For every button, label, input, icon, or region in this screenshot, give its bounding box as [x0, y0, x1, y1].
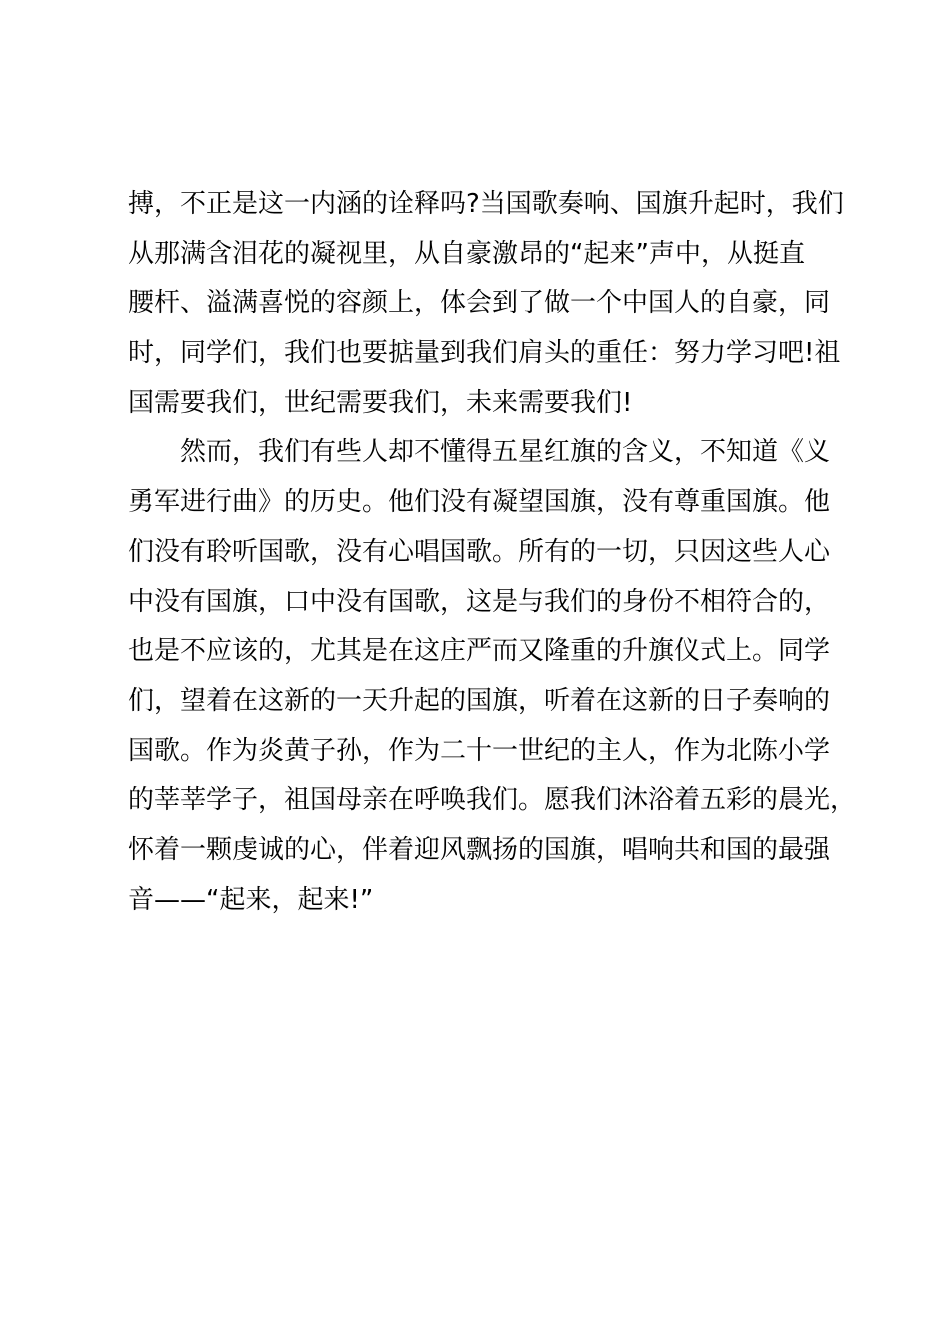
text-line: 腰杆、溢满喜悦的容颜上，体会到了做一个中国人的自豪，同: [128, 288, 831, 319]
text-line: 中没有国旗，口中没有国歌，这是与我们的身份不相符合的，: [128, 586, 831, 617]
paragraph-first-line: 然而，我们有些人却不懂得五星红旗的含义，不知道《义: [180, 437, 831, 468]
text-line: 们，望着在这新的一天升起的国旗，听着在这新的日子奏响的: [128, 685, 831, 716]
text-line: 搏，不正是这一内涵的诠释吗?当国歌奏响、国旗升起时，我们: [128, 189, 844, 219]
text-line: 们没有聆听国歌，没有心唱国歌。所有的一切，只因这些人心: [128, 536, 831, 567]
body-text: [128, 180, 857, 925]
text-line: 国需要我们，世纪需要我们，未来需要我们!: [128, 387, 633, 418]
text-line: 音——“起来，起来!”: [128, 884, 374, 915]
text-line: 时，同学们，我们也要掂量到我们肩头的重任：努力学习吧!祖: [128, 338, 841, 369]
text-line: 的莘莘学子，祖国母亲在呼唤我们。愿我们沐浴着五彩的晨光，: [128, 785, 857, 816]
text-line: 从那满含泪花的凝视里，从自豪激昂的“起来”声中，从挺直: [128, 238, 805, 269]
text-line: 勇军进行曲》的历史。他们没有凝望国旗，没有尊重国旗。他: [128, 487, 831, 518]
text-line: 国歌。作为炎黄子孙，作为二十一世纪的主人，作为北陈小学: [128, 735, 831, 766]
text-line: 怀着一颗虔诚的心，伴着迎风飘扬的国旗，唱响共和国的最强: [128, 834, 831, 865]
text-line: 也是不应该的，尤其是在这庄严而又隆重的升旗仪式上。同学: [128, 636, 831, 667]
